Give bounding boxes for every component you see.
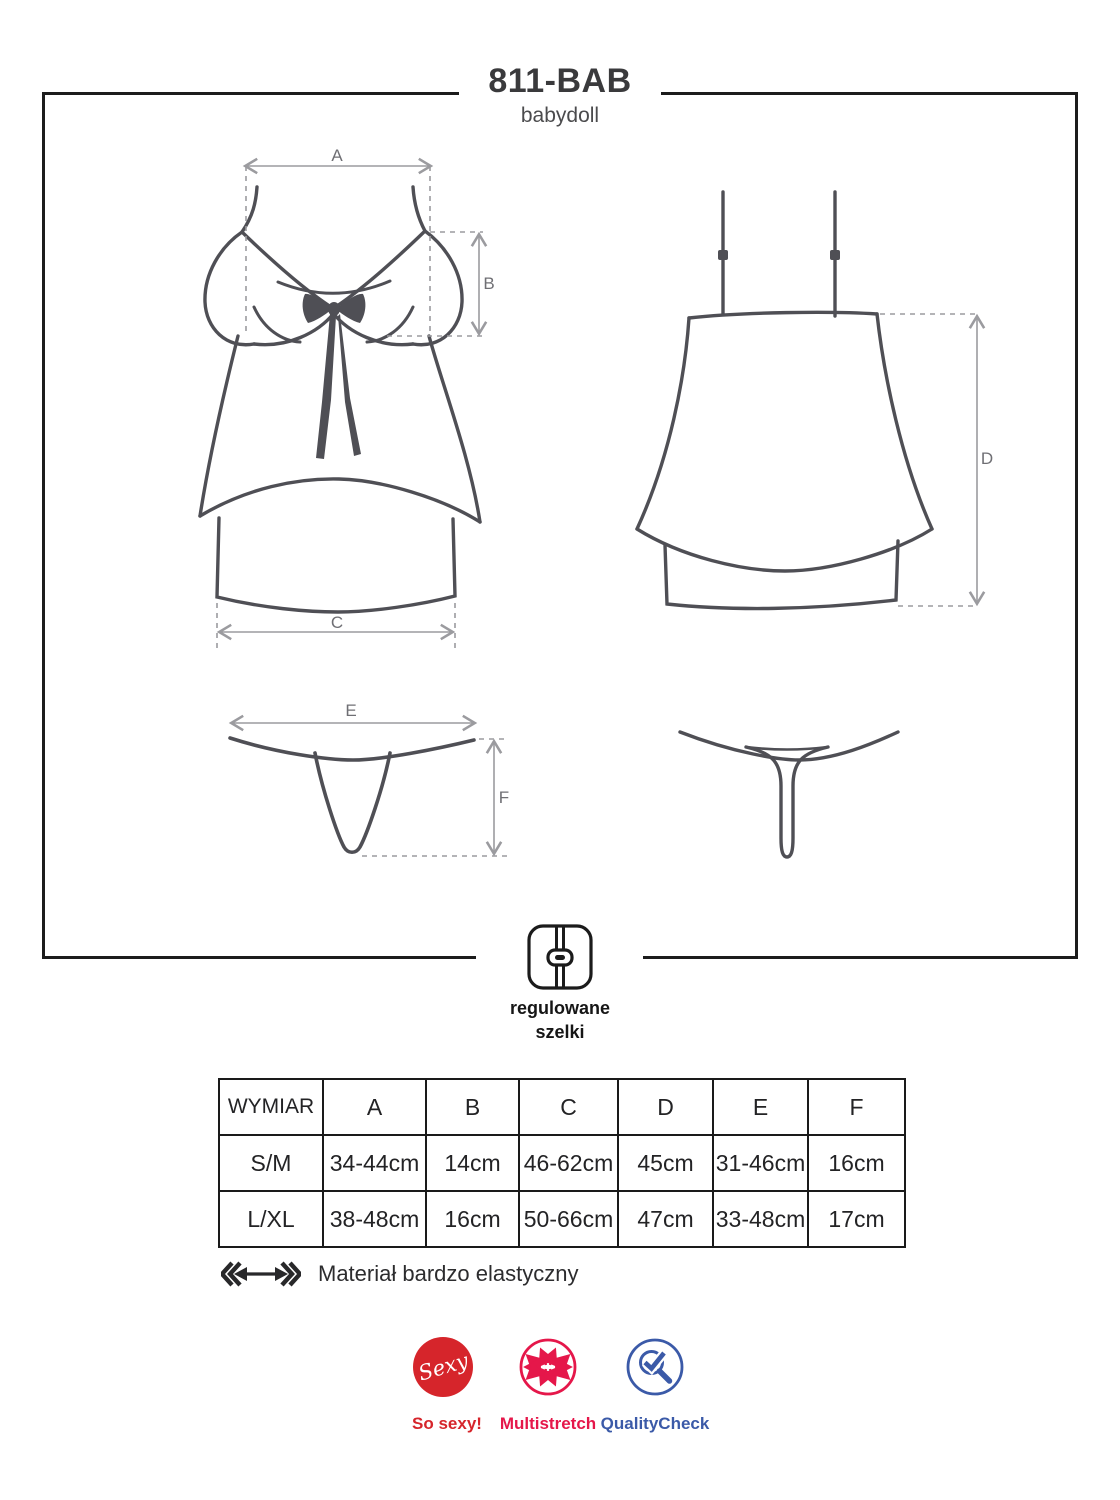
table-cell: 38-48cm bbox=[323, 1191, 426, 1247]
sexy-circle-text: Sexy bbox=[415, 1348, 471, 1386]
header-cell-d: D bbox=[618, 1079, 713, 1135]
quality-check-label: QualityCheck bbox=[600, 1414, 710, 1433]
panties-back-drawing bbox=[680, 732, 898, 857]
category-subtitle: babydoll bbox=[520, 104, 600, 127]
strap-note-line2: szelki bbox=[535, 1022, 585, 1042]
header-cell-c: C bbox=[519, 1079, 618, 1135]
babydoll-front-drawing bbox=[200, 187, 480, 612]
so-sexy-label: So sexy! bbox=[412, 1414, 482, 1433]
dim-label-f: F bbox=[498, 788, 510, 807]
material-note-text: Materiał bardzo elastyczny bbox=[318, 1261, 579, 1286]
dim-label-b: B bbox=[483, 274, 495, 293]
dim-label-d: D bbox=[980, 449, 994, 468]
size-cell: L/XL bbox=[219, 1191, 323, 1247]
table-cell: 50-66cm bbox=[519, 1191, 618, 1247]
multistretch-label: Multistretch bbox=[499, 1414, 597, 1433]
babydoll-back-drawing bbox=[637, 192, 932, 609]
dim-label-a: A bbox=[331, 146, 343, 165]
page-title: 811-BAB bbox=[488, 62, 632, 100]
table-cell: 17cm bbox=[808, 1191, 905, 1247]
strap-icon-wrapper bbox=[476, 918, 643, 996]
table-cell: 16cm bbox=[426, 1191, 519, 1247]
back-dimension-lines bbox=[880, 314, 977, 606]
table-cell: 16cm bbox=[808, 1135, 905, 1191]
size-table-header-row bbox=[219, 1079, 905, 1135]
header-cell-b: B bbox=[426, 1079, 519, 1135]
header-cell-wymiar: WYMIAR bbox=[219, 1079, 323, 1135]
panties-front-drawing bbox=[230, 738, 474, 852]
dim-label-c: C bbox=[330, 613, 344, 632]
adjustable-strap-slider-icon bbox=[527, 924, 593, 990]
size-cell: S/M bbox=[219, 1135, 323, 1191]
table-cell: 31-46cm bbox=[713, 1135, 808, 1191]
header-cell-a: A bbox=[323, 1079, 426, 1135]
table-cell: 47cm bbox=[618, 1191, 713, 1247]
table-cell: 46-62cm bbox=[519, 1135, 618, 1191]
table-cell: 34-44cm bbox=[323, 1135, 426, 1191]
header-cell-f: F bbox=[808, 1079, 905, 1135]
technical-drawings bbox=[42, 92, 1078, 960]
size-row-lxl bbox=[219, 1191, 905, 1247]
table-cell: 14cm bbox=[426, 1135, 519, 1191]
strap-note bbox=[510, 996, 610, 1044]
material-note-row bbox=[221, 1258, 578, 1290]
size-row-sm bbox=[219, 1135, 905, 1191]
strap-note-line1: regulowane bbox=[509, 998, 611, 1018]
dim-label-e: E bbox=[345, 701, 357, 720]
stretch-arrows-icon bbox=[221, 1258, 301, 1290]
table-cell: 33-48cm bbox=[713, 1191, 808, 1247]
table-cell: 45cm bbox=[618, 1135, 713, 1191]
multistretch-icon bbox=[518, 1337, 578, 1397]
size-table bbox=[218, 1078, 906, 1248]
so-sexy-badge-icon bbox=[413, 1337, 473, 1397]
quality-check-icon bbox=[625, 1337, 685, 1397]
header-cell-e: E bbox=[713, 1079, 808, 1135]
